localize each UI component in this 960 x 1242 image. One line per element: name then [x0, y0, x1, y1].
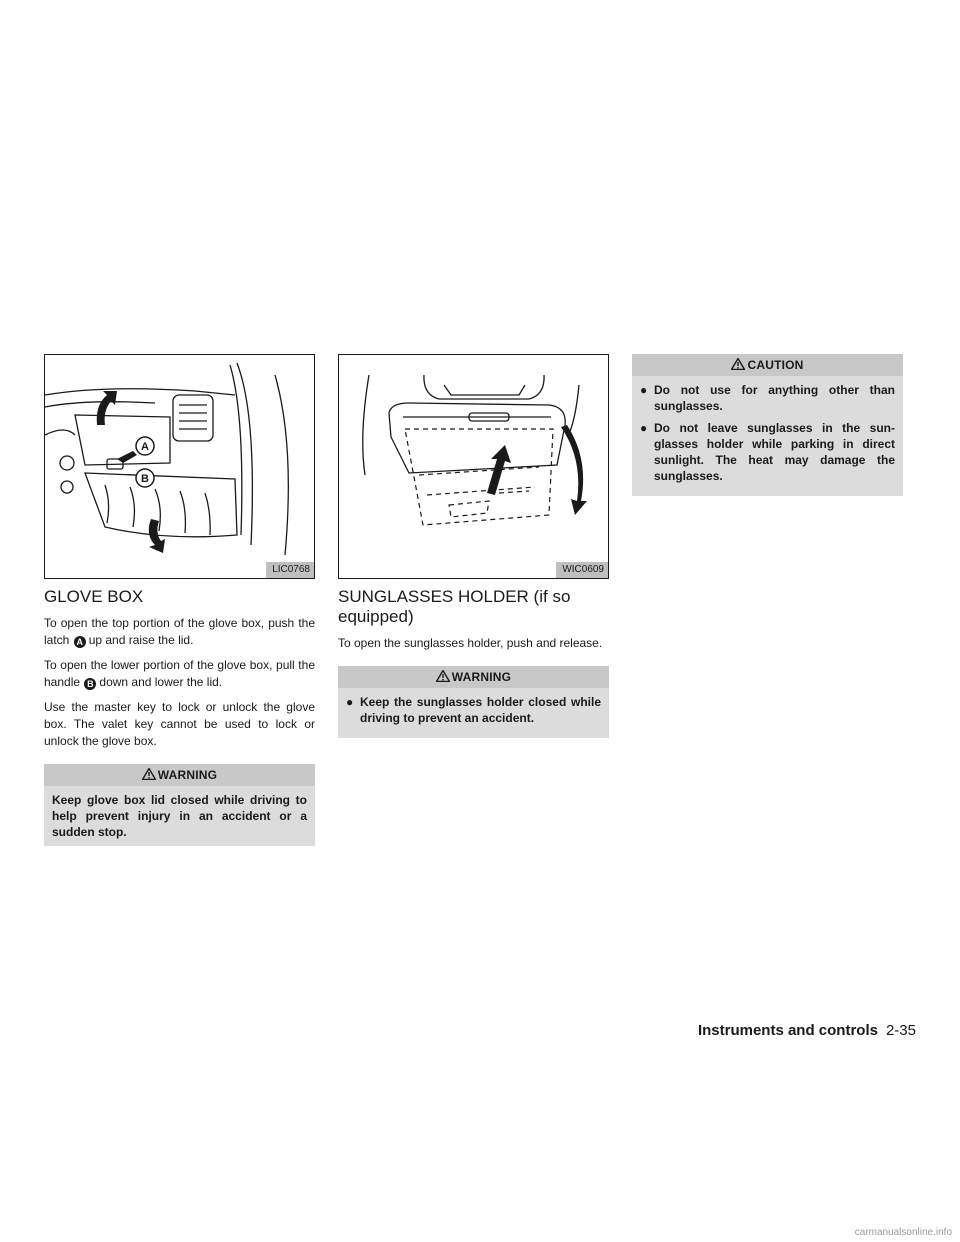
warning-text: Keep glove box lid closed while driving to help prevent injury in an accident or a sudden stop. [52, 793, 307, 839]
caution-heading: CAUTION [632, 354, 903, 376]
watermark: carmanualsonline.info [854, 1227, 952, 1238]
glove-box-paragraph-1: To open the top portion of the glove box, push the latch A up and raise the lid. [44, 616, 315, 647]
warning-item: ● Keep the sunglasses holder closed while driving to prevent an accident. [346, 695, 601, 725]
page-footer [698, 1022, 916, 1039]
sunglasses-holder-illustration [339, 355, 608, 562]
warning-triangle-icon [436, 670, 450, 682]
caution-triangle-icon [731, 358, 745, 370]
glove-box-figure [44, 354, 315, 579]
caution-item: ● Do not use for anything other than sunglasses. [640, 383, 895, 413]
sunglasses-holder-column [338, 354, 609, 738]
callout-b-label: B [141, 473, 149, 485]
glove-box-warning [44, 764, 315, 846]
figure-code: WIC0609 [556, 562, 608, 578]
footer-section-title: Instruments and controls [697, 1022, 878, 1039]
callout-a-icon: A [74, 636, 86, 648]
caution-item: ● Do not leave sunglasses in the sun-glasses holder while parking in direct sunlight. The heat may damage the sunglasses. [640, 421, 895, 483]
callout-a-label: A [141, 441, 149, 453]
warning-triangle-icon [142, 768, 156, 780]
caution-box [632, 354, 903, 496]
glove-box-title: GLOVE BOX [44, 587, 144, 606]
bullet-icon: ● [640, 383, 648, 397]
caution-column [632, 354, 903, 496]
warning-heading: WARNING [44, 764, 315, 786]
caution-list [632, 376, 903, 484]
sunglasses-holder-figure [338, 354, 609, 579]
glove-box-column [44, 354, 315, 846]
page-number: 2-35 [885, 1022, 916, 1039]
bullet-icon: ● [640, 421, 648, 435]
glove-box-paragraph-2: To open the lower portion of the glove box, pull the handle B down and lower the lid. [44, 658, 315, 689]
sunglasses-holder-paragraph-1: To open the sunglasses holder, push and release. [338, 636, 603, 650]
glove-box-paragraph-3: Use the master key to lock or unlock the glove box. The valet key cannot be used to lock or unlock the glove box. [44, 700, 315, 748]
warning-list [338, 688, 609, 726]
warning-heading: WARNING [338, 666, 609, 688]
glove-box-illustration [45, 355, 314, 562]
sunglasses-holder-warning [338, 666, 609, 738]
sunglasses-holder-title: SUNGLASSES HOLDER (if so equipped) [338, 587, 571, 626]
bullet-icon: ● [346, 695, 354, 709]
callout-b-icon: B [84, 678, 96, 690]
figure-code: LIC0768 [266, 562, 314, 578]
